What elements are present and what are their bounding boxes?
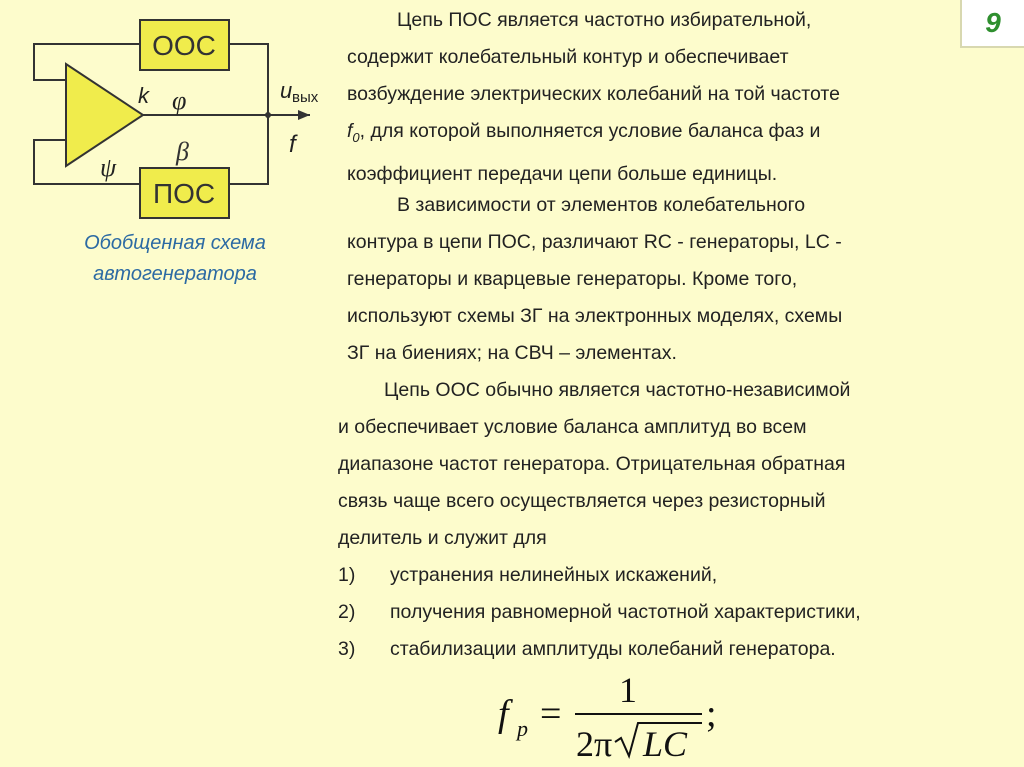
- phase-phi-label: φ: [172, 86, 187, 115]
- list-item: [338, 631, 1018, 668]
- text-line: Цепь ООС обычно является частотно-независимой: [384, 379, 851, 401]
- text-line: и обеспечивает условие баланса амплитуд во всем: [338, 416, 807, 438]
- text-line: [347, 113, 1007, 156]
- f0-subscript: 0: [352, 129, 360, 145]
- f0-symbol: f: [347, 120, 353, 142]
- list-text: устранения нелинейных искажений,: [390, 564, 718, 586]
- text-line: В зависимости от элементов колебательного: [397, 194, 806, 216]
- formula-equals: =: [540, 693, 562, 735]
- gain-k-label: k: [138, 83, 149, 108]
- frequency-f-label: f: [289, 131, 296, 158]
- text-line: связь чаще всего осуществляется через резисторный: [338, 490, 826, 512]
- list-number: 2): [338, 601, 356, 623]
- formula-end: ;: [706, 693, 717, 735]
- output-u-subscript: вых: [292, 89, 319, 106]
- text-line: делитель и служит для: [338, 527, 547, 549]
- text-line: контура в цепи ПОС, различают RC - генераторы, LC -: [347, 231, 842, 253]
- text-line: содержит колебательный контур и обеспечивает: [347, 46, 789, 68]
- text-line-rest: , для которой выполняется условие баланса фаз и: [359, 120, 821, 142]
- paragraph-oos: [338, 372, 1018, 668]
- beta-label: β: [176, 137, 189, 166]
- list-text: получения равномерной частотной характеристики,: [390, 601, 861, 623]
- oos-label: ООС: [152, 30, 216, 61]
- slide-number: 9: [960, 0, 1024, 48]
- text-line: ЗГ на биениях; на СВЧ – элементах.: [347, 342, 677, 364]
- formula-lhs-subscript: p: [517, 716, 528, 741]
- paragraph-generator-types: [347, 187, 1007, 372]
- formula-lhs: f: [498, 693, 509, 735]
- output-arrow-icon: [298, 110, 310, 120]
- list-text: стабилизации амплитуды колебаний генератора.: [390, 638, 836, 660]
- caption-line: автогенератора: [93, 263, 257, 285]
- paragraph-pos: [347, 2, 1007, 193]
- list-number: 3): [338, 638, 356, 660]
- diagram-caption: [40, 228, 310, 290]
- output-junction: [265, 112, 271, 118]
- psi-label: ψ: [100, 153, 117, 182]
- output-u-label: u: [280, 78, 293, 103]
- resonant-frequency-formula: [490, 668, 730, 763]
- text-line: возбуждение электрических колебаний на той частоте: [347, 83, 840, 105]
- list-item: [338, 557, 1018, 594]
- text-line: генераторы и кварцевые генераторы. Кроме того,: [347, 268, 798, 290]
- list-item: [338, 594, 1018, 631]
- list-number: 1): [338, 564, 356, 586]
- pos-label: ПОС: [152, 178, 216, 209]
- text-line: Цепь ПОС является частотно избирательной,: [397, 9, 812, 31]
- formula-numerator: 1: [619, 670, 637, 710]
- caption-line: Обобщенная схема: [84, 232, 266, 254]
- formula-radicand: LC: [643, 724, 688, 763]
- text-line: коэффициент передачи цепи больше единицы.: [347, 162, 778, 185]
- text-line: диапазоне частот генератора. Отрицательная обратная: [338, 453, 846, 475]
- amplifier-triangle: [66, 64, 143, 166]
- autogenerator-diagram: [0, 0, 340, 230]
- formula-denominator-prefix: 2π: [576, 724, 613, 763]
- text-line: используют схемы ЗГ на электронных моделях, схемы: [347, 305, 843, 327]
